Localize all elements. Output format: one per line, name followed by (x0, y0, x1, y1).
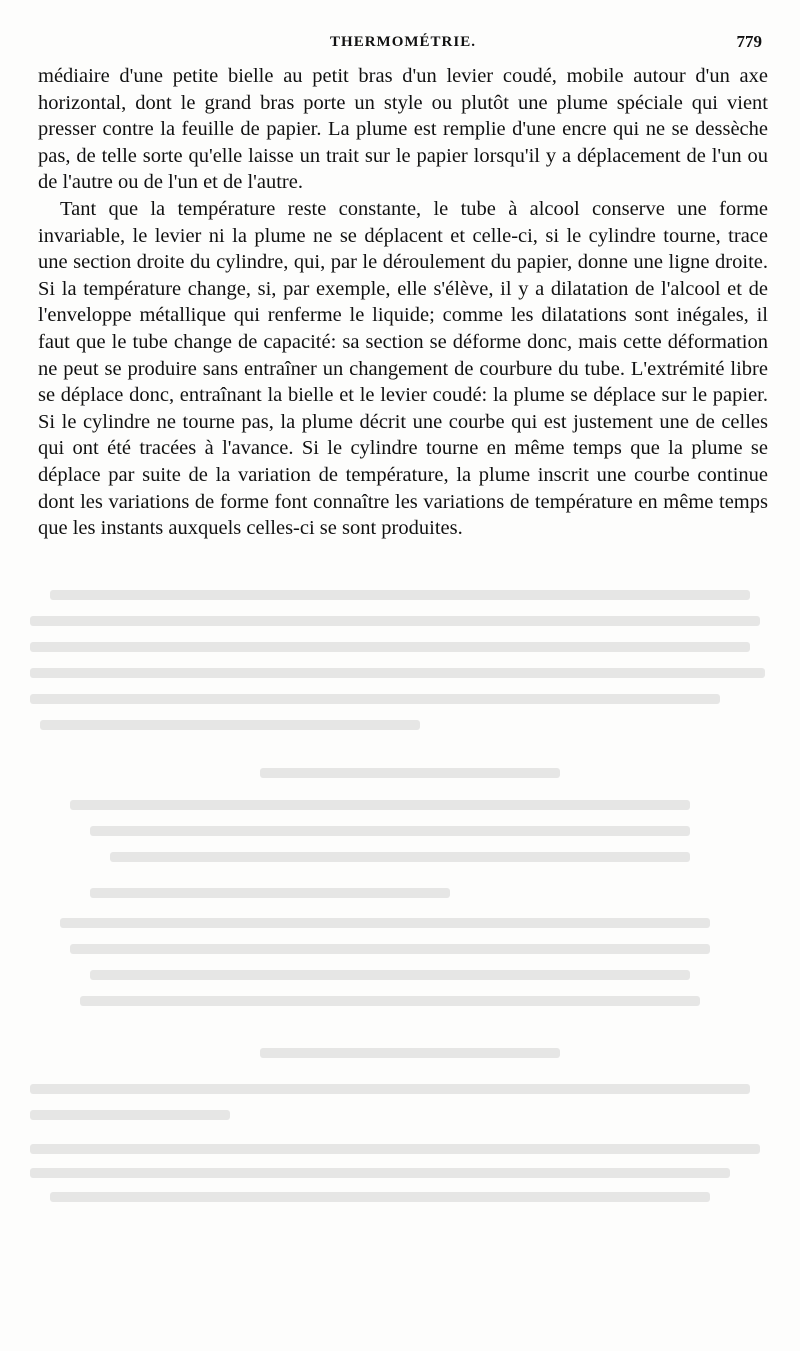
page-number: 779 (736, 32, 762, 51)
show-through-texture (30, 578, 775, 1218)
body-text (38, 63, 768, 542)
running-head (38, 30, 768, 56)
paragraph: Tant que la température reste constante, le tube à alcool conserve une forme invariable, le levier ni la plume ne se déplacent et celle-ci, si le cylindre tourne, trace une section droite du cylindre, qui, par le déroulement du papier, donne une ligne droite. Si la température change, si, par exemple, elle s'élève, il y a dilatation de l'alcool et de l'enveloppe métallique qui renferme le liquide; comme les dilatations sont inégales, il faut que le tube change de capacité: sa section se déforme donc, mais cette déformation ne peut se produire sans entraîner un changement de courbure du tube. L'extrémité libre se déplace donc, entraînant la bielle et le levier coudé: la plume se déplace sur le papier. Si le cylindre ne tourne pas, la plume décrit une courbe qui est justement une de celles qui ont été tracées à l'avance. Si le cylindre tourne en même temps que la plume se déplace par suite de la variation de température, la plume inscrit une courbe continue dont les variations de forme font connaître les variations de température en même temps que les instants auxquels celles-ci se sont produites. (38, 197, 768, 540)
running-title: THERMOMÉTRIE. (330, 34, 476, 50)
paragraph-continuation: médiaire d'une petite bielle au petit bras d'un levier coudé, mobile autour d'un axe horizontal, dont le grand bras porte un style ou plutôt une plume spéciale qui vient presser contre la feuille de papier. La plume est remplie d'une encre qui ne se dessèche pas, de telle sorte qu'elle laisse un trait sur le papier lorsqu'il y a déplacement de l'un ou de l'autre ou de l'un et de l'autre. (38, 65, 768, 194)
